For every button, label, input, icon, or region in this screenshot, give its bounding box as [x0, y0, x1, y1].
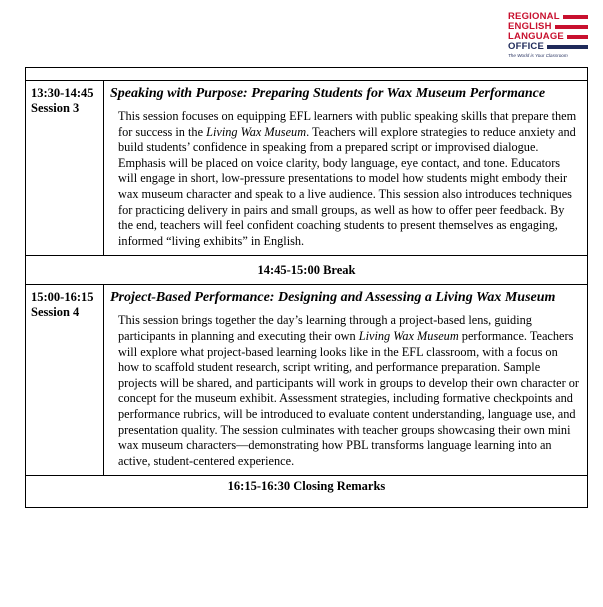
session-3-time-cell — [26, 81, 104, 256]
logo-bar — [563, 15, 588, 19]
closing-remarks-label: 16:15-16:30 Closing Remarks — [26, 476, 588, 508]
session-time: 15:00-16:15 — [31, 290, 94, 305]
logo-bar — [555, 25, 588, 29]
logo-bar — [547, 45, 588, 49]
session-label: Session 3 — [31, 101, 80, 115]
table-spacer-row — [26, 68, 588, 81]
relo-logo — [508, 12, 588, 64]
logo-line-office: OFFICE — [508, 42, 588, 52]
session-4-row — [26, 285, 588, 476]
session-4-time-cell — [26, 285, 104, 476]
session-3-content-cell — [104, 81, 588, 256]
logo-line-language: LANGUAGE — [508, 32, 588, 42]
break-label: 14:45-15:00 Break — [26, 256, 588, 285]
session-time: 13:30-14:45 — [31, 86, 94, 100]
logo-line-regional: REGIONAL — [508, 12, 588, 22]
closing-row — [26, 476, 588, 508]
session-description: This session focuses on equipping EFL learners with public speaking skills that prepare them for success in the Living Wax Museum. Teachers will explore strategies to reduce anxiety and build students’ confidence in speaking from a prepared script or improvised dialogue. Emphasis will be placed on voice clarity, body language, eye contact, and tone. Educators will engage in short, low-pressure presentations to model how students might embody their wax museum character and speak to a live audience. This session also introduces techniques for practicing delivery in pairs and small groups, as well as how to offer peer feedback. By the end, teachers will feel confident coaching students to present themselves as engaging, informed “living exhibits” in English. — [118, 109, 577, 248]
logo-bar — [567, 35, 588, 39]
break-row — [26, 256, 588, 285]
session-description: This session brings together the day’s learning through a project-based lens, guiding participants in planning and executing their own Living Wax Museum performance. Teachers will explore what project-based learning looks like in the EFL classroom, with a focus on how to scaffold student research, script writing, and performance preparation. Sample projects will be shared, and participants will work in groups to develop their own character or concept for the museum exhibit. Assessment strategies, including formative checkpoints and performance rubrics, will be introduced to evaluate content understanding, language use, and presentation quality. The session culminates with teacher groups showcasing their own mini wax museum characters—demonstrating how PBL transforms language learning into an active, student-centered experience. — [118, 313, 579, 468]
session-label: Session 4 — [31, 305, 80, 320]
logo-tagline: The World is Your Classroom — [508, 53, 568, 58]
logo-line-english: ENGLISH — [508, 22, 588, 32]
session-title: Project-Based Performance: Designing and Assessing a Living Wax Museum — [110, 290, 556, 306]
schedule-table — [25, 67, 588, 508]
session-title: Speaking with Purpose: Preparing Students for Wax Museum Performance — [110, 86, 546, 101]
session-3-row — [26, 81, 588, 256]
session-4-content-cell — [104, 285, 588, 476]
